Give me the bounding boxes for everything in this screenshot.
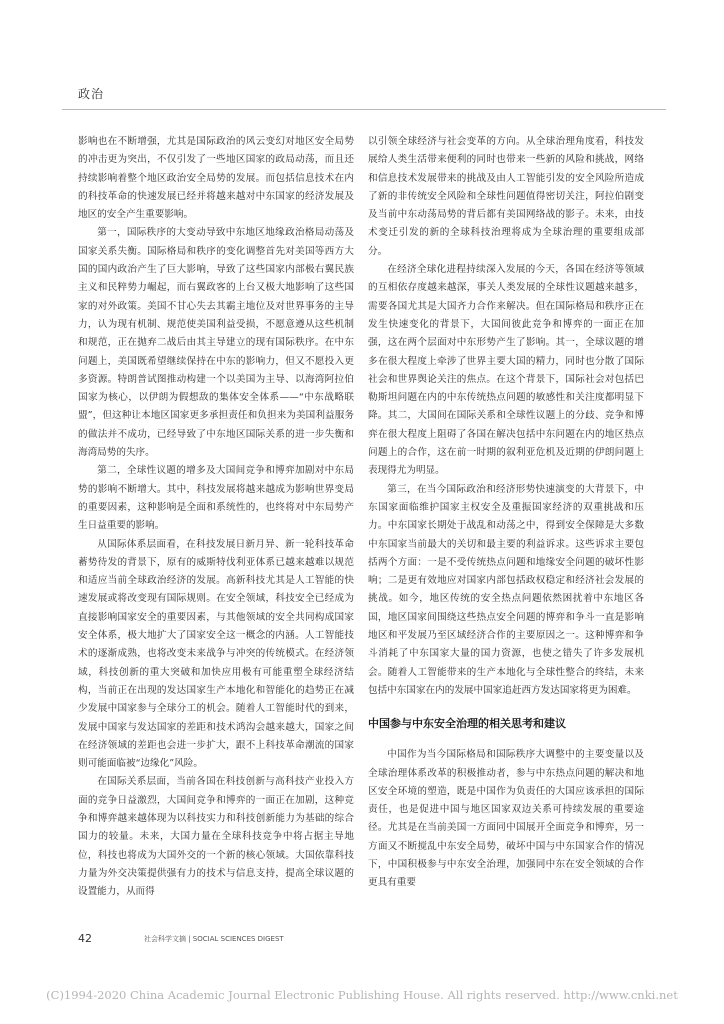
header-rule [62, 109, 666, 110]
paragraph: 第三，在当今国际政治和经济形势快速演变的大背景下，中东国家面临维护国家主权安全及重振国家经济的双重挑战和压力。中东国家长期处于战乱和动荡之中，得到安全保障是大多数中东国家当前最大的关切和最主要的利益诉求。这些诉求主要包括两个方面：一是不受传统热点问题和地缘安全问题的破坏性影响；二是更有效地应对国家内部包括政权稳定和经济社会发展的挑战。如今，地区传统的安全热点问题依然困扰着中东地区各国，地区国家间围绕这些热点安全问题的博弈和争斗一直是影响地区和平发展乃至区域经济合作的主要原因之一。这种博弈和争斗消耗了中东国家大量的国力资源，也使之错失了许多发展机会。随着人工智能带来的生产本地化与全球性整合的终结，未来包括中东国家在内的发展中国家追赶西方发达国家将更为困难。 [368, 483, 644, 696]
page-number: 42 [78, 932, 92, 945]
left-column [78, 133, 354, 913]
paragraph: 第二，全球性议题的增多及大国间竞争和博弈加剧对中东局势的影响不断增大。其中，科技发展将越来越成为影响世界变局的重要因素，这种影响是全面和系统性的，也终将对中东局势产生日益重要的影响。 [78, 465, 354, 532]
paragraph: 影响也在不断增强，尤其是国际政治的风云变幻对地区安全局势的冲击更为突出，不仅引发了一些地区国家的政局动荡，而且还持续影响着整个地区政治安全局势的发展。而包括信息技术在内的科技革命的快速发展已经并将越来越对中东国家的经济发展及地区的安全产生重要影响。 [78, 136, 354, 221]
paragraph: 中国作为当今国际格局和国际秩序大调整中的主要变量以及全球治理体系改革的积极推动者，参与中东热点问题的解决和地区安全环境的塑造，既是中国作为负责任的大国应该承担的国际责任，也是促进中国与地区国家双边关系可持续发展的重要途径。尤其是在当前美国一方面同中国展开全面竞争和博弈，另一方面又不断搅乱中东安全局势，破坏中国与中东国家合作的情况下，中国积极参与中东安全治理，加强同中东在安全领域的合作更具有重要 [368, 749, 644, 889]
paragraph: 以引领全球经济与社会变革的方向。从全球治理角度看，科技发展给人类生活带来便利的同时也带来一些新的风险和挑战，网络和信息技术发展带来的挑战及由人工智能引发的安全风险所造成了新的非传统安全风险和全球性问题值得密切关注，阿拉伯剧变及当前中东动荡局势的背后都有美国网络战的影子。未来，由技术变迁引发的新的全球科技治理将成为全球治理的重要组成部分。 [368, 136, 644, 257]
paragraph: 第一，国际秩序的大变动导致中东地区地缘政治格局动荡及国家关系失衡。国际格局和秩序的变化调整首先对美国等西方大国的国内政治产生了巨大影响，导致了这些国家内部极右翼民族主义和民粹势力崛起，而右翼政客的上台又极大地影响了这些国家的对外政策。美国不甘心失去其霸主地位及对世界事务的主导力，认为现有机制、规范使美国利益受损，不愿意遵从这些机制和规范，正在抛弃二战后由其主导建立的现有国际秩序。在中东问题上，美国既希望继续保持在中东的影响力，但又不愿投入更多资源。特朗普试图推动构建一个以美国为主导、以海湾阿拉伯国家为核心，以伊朗为假想敌的集体安全体系——“中东战略联盟”，但这种让本地区国家更多承担责任和负担来为美国利益服务的做法并不成功，已经导致了中东地区国际关系的进一步失衡和海湾局势的失序。 [78, 227, 354, 459]
section-heading: 中国参与中东安全治理的相关思考和建议 [368, 717, 566, 731]
publication-name: 社会科学文摘 | SOCIAL SCIENCES DIGEST [144, 935, 284, 943]
section-label: 政治 [78, 87, 105, 101]
paragraph: 从国际体系层面看，在科技发展日新月异、新一轮科技革命蓄势待发的背景下，原有的威斯特伐利亚体系已越来越难以规范和适应当前全球政治经济的发展。高新科技尤其是人工智能的快速发展或将改变现有国际规则。在安全领域，科技安全已经成为直接影响国家安全的重要因素，与其他领域的安全共同构成国家安全体系，极大地扩大了国家安全这一概念的内涵。人工智能技术的逐渐成熟，也将改变未来战争与冲突的传统模式。在经济领域，科技创新的重大突破和加快应用极有可能重塑全球经济结构，当前正在出现的发达国家生产本地化和智能化的趋势正在减少发展中国家参与全球分工的机会。随着人工智能时代的到来，发展中国家与发达国家的差距和技术鸿沟会越来越大，国家之间在经济领域的差距也会进一步扩大，跟不上科技革命潮流的国家则可能面临被“边缘化”风险。 [78, 538, 354, 770]
paragraph: 在经济全球化进程持续深入发展的今天，各国在经济等领域的互相依存度越来越深，事关人类发展的全球性议题越来越多，需要各国尤其是大国齐力合作来解决。但在国际格局和秩序正在发生快速变化的背景下，大国间彼此竞争和博弈的一面正在加强，这在两个层面对中东形势产生了影响。其一，全球议题的增多在很大程度上牵涉了世界主要大国的精力，同时也分散了国际社会和世界舆论关注的焦点。在这个背景下，国际社会对包括巴勒斯坦问题在内的中东传统热点问题的敏感性和关注度都明显下降。其二，大国间在国际关系和全球性议题上的分歧、竞争和博弈在很大程度上阻碍了各国在解决包括中东问题在内的地区热点问题上的合作，这在前一时期的叙利亚危机及近期的伊朗问题上表现得尤为明显。 [368, 264, 644, 477]
paragraph: 在国际关系层面，当前各国在科技创新与高科技产业投入方面的竞争日益激烈，大国间竞争和博弈的一面正在加剧，这种竞争和博弈越来越体现为以科技实力和科技创新能力为基础的综合国力的较量。未来，大国力量在全球科技竞争中将占据主导地位，科技也将成为大国外交的一个新的核心领域。大国依靠科技力量为外交决策提供强有力的技术与信息支持，提高全球议题的设置能力，从而得 [78, 776, 354, 898]
copyright-watermark: (C)1994-2020 China Academic Journal Electronic Publishing House. All rights reserved. http://www.cnki.net [46, 988, 678, 1002]
right-column [368, 133, 644, 913]
